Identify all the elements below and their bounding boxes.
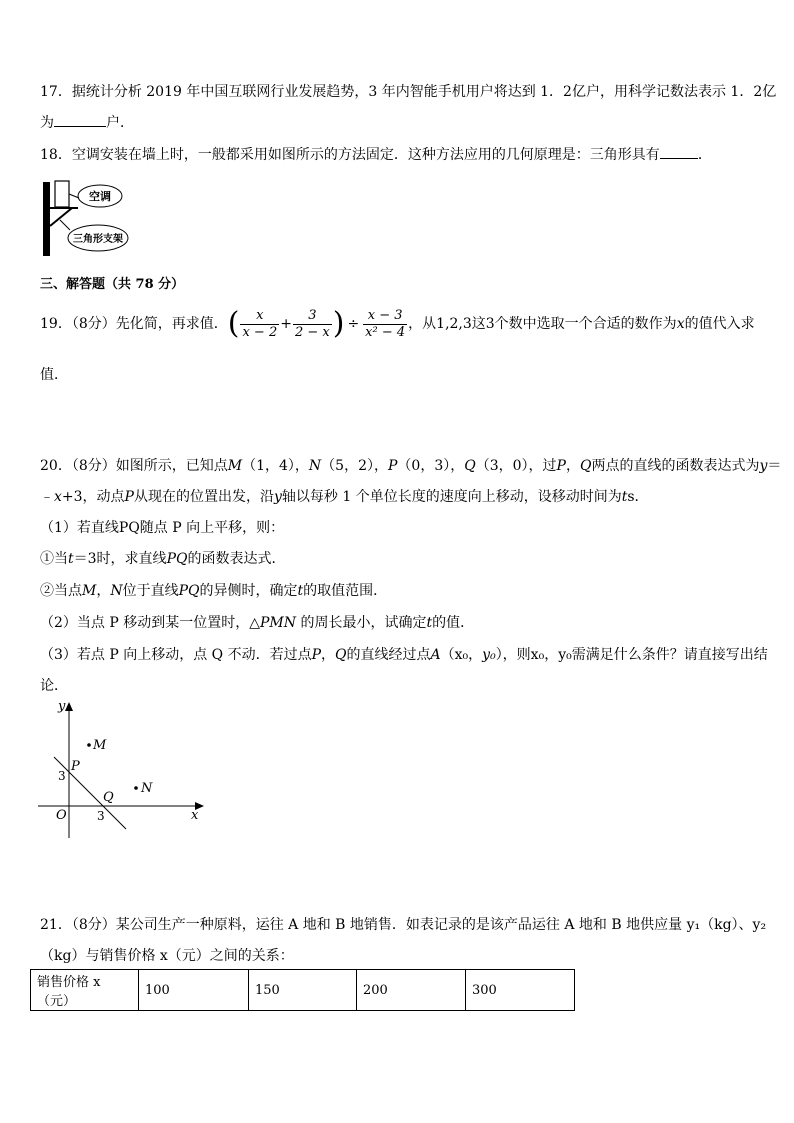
- paren-close: ): [332, 306, 345, 341]
- y-axis-arrow: [65, 702, 73, 711]
- q20-p1b-c: 位于直线: [122, 583, 179, 599]
- q20-p3-b: ，: [321, 647, 336, 663]
- label-M: M: [93, 738, 107, 753]
- fraction-3-num: x − 3: [367, 307, 403, 323]
- q20-l2-t: t: [621, 489, 628, 505]
- bracket-diagonal: [50, 208, 72, 226]
- q19-line1: [40, 302, 755, 346]
- q20-p1a-c: 的函数表达式．: [187, 551, 286, 567]
- q20-part3: [40, 646, 768, 664]
- q20-p1a-PQ: PQ: [166, 551, 188, 567]
- air-conditioner: [55, 181, 69, 207]
- q20-l1h: ＝: [767, 458, 782, 474]
- q18-question: 18．空调安装在墙上时，一般都采用如图所示的方法固定．这种方法应用的几何原理是：三角形具有: [40, 147, 660, 163]
- label-three-x: 3: [97, 809, 105, 823]
- q19-line2: 值．: [40, 367, 68, 383]
- label-P: P: [71, 759, 80, 774]
- q20-p2-t: t: [426, 615, 433, 631]
- q19-suffix-a: ，从1,2,3这3个数中选取一个合适的数作为: [408, 316, 677, 332]
- table-cell: 200: [357, 970, 466, 1011]
- q21-line2: （kg）与销售价格 x（元）之间的关系：: [40, 948, 294, 964]
- fraction-2-den: 2 − x: [294, 324, 330, 340]
- q20-p3-P: P: [311, 647, 322, 663]
- label-ac: 空调: [89, 190, 111, 203]
- q20-p1a-a: ①当: [40, 551, 68, 567]
- q20-coordinate-graph: [36, 696, 216, 841]
- fraction-1: [240, 308, 279, 341]
- q20-p3-d: （x₀，: [440, 647, 483, 663]
- label-three-y: 3: [58, 769, 66, 783]
- q19-prefix: 19．（8分）先化简，再求值．: [40, 316, 228, 332]
- label-pointer-bracket: [60, 220, 70, 230]
- q20-line2: [40, 488, 649, 506]
- fraction-2-num: 3: [308, 307, 317, 323]
- q20-l1-P: P: [387, 458, 398, 474]
- q20-l1-Q2: Q: [579, 458, 592, 474]
- q20-l2e: s．: [627, 489, 649, 505]
- q18-end: ．: [697, 147, 712, 163]
- q20-part3-line2: 论．: [40, 678, 68, 694]
- q20-l1-P2: P: [556, 458, 566, 474]
- fraction-3-den: x² − 4: [365, 324, 406, 340]
- q20-l1-y: y: [759, 458, 768, 474]
- q20-p1b-e: 的取值范围．: [303, 583, 388, 599]
- label-N: N: [141, 781, 153, 796]
- label-bracket: 三角形支架: [73, 234, 123, 245]
- label-y: y: [58, 699, 66, 714]
- table-cell: 100: [139, 970, 249, 1011]
- table-cell: 300: [466, 970, 575, 1011]
- q20-line1: [40, 457, 781, 475]
- fraction-3: [363, 308, 407, 341]
- q20-l1a: 20．（8分）如图所示，已知点: [40, 458, 228, 474]
- table-header-cell: 销售价格 x（元）: [31, 970, 139, 1011]
- q20-p2-c: 的值．: [432, 615, 475, 631]
- q20-p3-a: （3）若点 P 向上移动，点 Q 不动．若过点: [40, 647, 312, 663]
- q21-line1: 21．（8分）某公司生产一种原料，运往 A 地和 B 地销售．如表记录的是该产品运往 A 地和 B 地供应量 y₁（kg）、y₂: [40, 917, 767, 933]
- fraction-1-num: x: [256, 307, 264, 323]
- q20-p2-b: 的周长最小，试确定: [296, 615, 427, 631]
- q20-l1-M: M: [227, 458, 243, 474]
- q17-line2-prefix: 为: [40, 115, 54, 131]
- section3-title: 三、解答题（共 78 分）: [40, 277, 185, 292]
- q20-l2a: ﹣: [40, 489, 54, 505]
- q20-l1f: ，: [565, 458, 580, 474]
- q20-l1b: （1，4），: [242, 458, 309, 474]
- table-row: [31, 970, 575, 1011]
- plus-sign: +: [280, 316, 292, 332]
- q20-l1g: 两点的直线的函数表达式为: [591, 458, 760, 474]
- q20-p1a-t: t: [68, 551, 74, 567]
- label-x: x: [191, 808, 199, 823]
- q19-suffix-b: 的值代入求: [684, 316, 755, 332]
- q20-l2b: +3，动点: [61, 489, 125, 505]
- q20-p3-Q: Q: [335, 647, 347, 663]
- q20-l2-x: x: [54, 489, 62, 505]
- q20-l2c: 从现在的位置出发，沿: [133, 489, 274, 505]
- q20-p1b-PQ: PQ: [178, 583, 200, 599]
- q20-l1e: （3，0），过: [475, 458, 557, 474]
- q17-line2: [40, 114, 134, 132]
- q20-p1b-N: N: [110, 583, 123, 599]
- q20-part1b: [40, 582, 387, 600]
- q20-part1: （1）若直线PQ随点 P 向上平移，则：: [40, 520, 285, 536]
- label-O: O: [56, 808, 67, 823]
- table-cell: 150: [249, 970, 357, 1011]
- q20-p2-PMN: PMN: [260, 615, 297, 631]
- q20-l2-y: y: [273, 489, 282, 505]
- q20-p3-e: ），则x₀，y₀需满足什么条件？请直接写出结: [495, 647, 768, 663]
- q20-part1a: [40, 550, 285, 568]
- q20-p1b-M: M: [82, 583, 97, 599]
- point-M: [87, 743, 91, 747]
- q20-p3-A: A: [430, 647, 441, 663]
- q20-l1d: （0，3），: [397, 458, 465, 474]
- divide-sign: ÷: [347, 316, 360, 332]
- q17-line1: 17．据统计分析 2019 年中国互联网行业发展趋势，3 年内智能手机用户将达到 1．2亿户，用科学记数法表示 1．2亿: [40, 84, 777, 100]
- q20-l2-P: P: [124, 489, 134, 505]
- q20-l1-N: N: [308, 458, 322, 474]
- wall: [43, 182, 50, 256]
- q18-bracket-figure: [38, 178, 138, 258]
- q20-p1a-b: ＝3时，求直线: [73, 551, 167, 567]
- q19-var: x: [676, 316, 685, 332]
- paren-open: (: [227, 306, 240, 341]
- q20-p1b-a: ②当点: [40, 583, 82, 599]
- point-N: [134, 786, 138, 790]
- fraction-2: [293, 308, 332, 341]
- q20-p3-y0: y₀: [482, 647, 496, 663]
- q20-l2d: 轴以每秒 1 个单位长度的速度向上移动，设移动时间为: [281, 489, 622, 505]
- q20-p1b-b: ，: [96, 583, 111, 599]
- q18-text: [40, 146, 712, 164]
- label-Q: Q: [103, 790, 114, 805]
- q20-part2: [40, 614, 474, 632]
- q20-l1c: （5，2），: [321, 458, 388, 474]
- fraction-1-den: x − 2: [242, 324, 278, 340]
- q20-p2-a: （2）当点 P 移动到某一位置时，△: [40, 615, 260, 631]
- q20-p1b-t: t: [297, 583, 304, 599]
- q20-p1b-d: 的异侧时，确定: [199, 583, 298, 599]
- q17-answer-blank: [54, 114, 106, 127]
- q18-answer-blank: [660, 146, 698, 159]
- q20-p3-c: 的直线经过点: [346, 647, 431, 663]
- q20-l1-Q: Q: [464, 458, 476, 474]
- q21-price-table: [30, 969, 575, 1011]
- q17-line2-suffix: 户．: [106, 115, 134, 131]
